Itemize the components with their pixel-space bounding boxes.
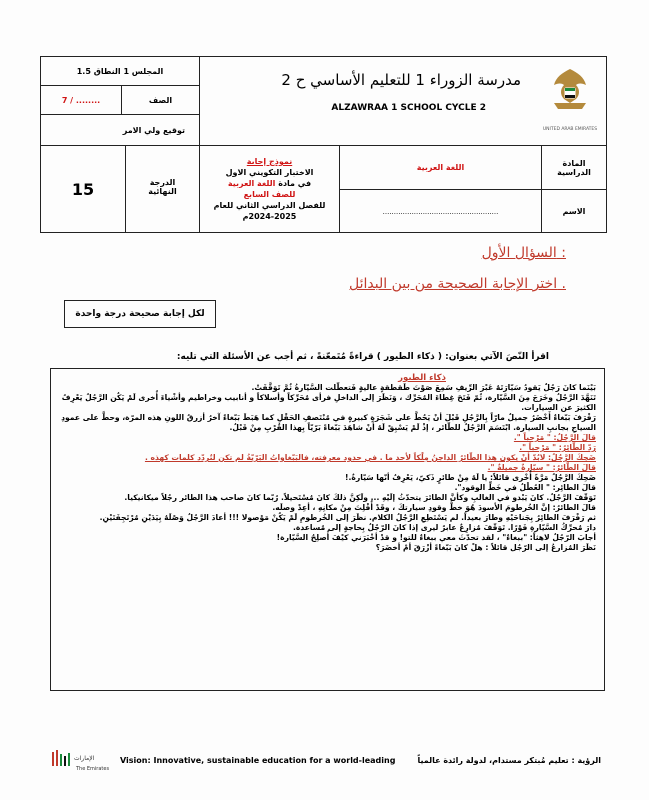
story-box [50,368,605,691]
guardian-signature-label: توقيع ولي الامر [122,125,185,135]
exam-info-cell [199,146,339,232]
story-line-7: تَوَقّفَ الرَّجُلُ. كانَ يَبْدو في الغالبِ وكأنَّ الطائرَ يتحدّثُ إلَيْهِ ... ولَكِنَّ ذلكَ كانَ مُسْتَحيلاً. رُبّما كانَ صاحب هذا الطائر رجُلاً ميكانيكيا. [124,493,596,502]
story-line-9: ثم رَفْرَفَ الطائِرُ بِجَناحَيْهِ وطارَ بعيداً. لم يَسْتَطِعِ الرَّجُلُ الكلام. نظَرَ إلى الخُرطومِ لَمْ يَكُنْ مَوْصولا !!! أعادَ الرَّجُلُ وَصْلَهُ بِيَدَيْنِ مُرْتَجِفَتَيْنِ. [99,513,596,522]
guardian-cell [41,115,199,145]
final-grade-label-cell [125,146,199,232]
subject-row [340,146,606,190]
subject-label: المادة الدراسية [557,158,591,177]
subject-value-cell [340,146,541,189]
story-line-10: دارَ مُحرِّكُ السَّيّارةِ فَوْرًا. تَوَقّفَ مُزارِعٌ عابرٌ ليرى إذا كانَ الرّجُلُ بِحاجةٍ إلى مُساعدة. [292,523,596,532]
exam-type: الاختبار التكويني الاول [225,168,314,177]
exam-grade-line [244,189,296,200]
name-label: الاسم [562,207,586,216]
subject-value: اللغة العربية [416,163,465,172]
council-text: المجلس 1 النطاق 1.5 [76,66,164,76]
name-value-cell[interactable] [340,190,541,233]
exam-subject: اللغة العربية [227,179,276,188]
grade-label-cell [122,86,199,114]
story-paragraph-3: رَفْرَفَ بَبّغاءٌ أَخْضَرُ جميلٌ مارّاً بِالرَّجُلِ قَبْلَ أنْ يَحُطَّ على شَجَرَةٍ كبيرةٍ في مُنْتَصفِ الحَقْلِ كما هَبَطَ بَبّغاءٌ آخرُ أزرقُ اللونِ هذه المرّة، وحطَّ على عمودِ السياجِ بجانبِ السيارة. ابْتَسَمَ الرَّجُلُ للطّائر ، إذْ لَمْ يَسْبِقْ لَهُ أنْ شاهَدَ بَبّغاءً بَرّيّاً بِهذا القُرْبِ مِنْ قَبْلُ. [61,413,596,432]
exam-term: للفصل الدراسي الثاني للعام [213,201,326,210]
exam-grade: للصف السابع [243,190,296,199]
question-instruction: اختر الإجابة الصحيحة من بين البدائل . [349,276,566,292]
header-table [40,56,607,233]
header-row-school [41,57,606,146]
story-line-11: أجابَ الرّجُلُ لاهثاً: "ببغاءٌ" ، لقد تحدّثَ معي ببغاءٌ للتو! و قدْ أخْبَرَني كيْفَ أُصلِحُ السَّيّارة! [276,533,596,542]
story-line-5: ضَحِكَ الرَّجُلُ مَرَّةً أُخْرى قائلاً: يا لَهُ مِنْ طائرٍ ذَكيّ، يَعْرِفُ أنّها سَيّارةٌ.! [345,473,596,482]
subject-label-cell [541,146,606,189]
school-name-cell [199,57,606,145]
header-row-exam [41,146,606,232]
story-line-8: قالَ الطائرُ: إنَّ الخُرطومَ الأسودَ هُوَ خطُّ وقودِ سيارتكَ ، وقَدْ أُفْلِتَ مِنْ مكانِهِ ، أعِدْ وصلَه. [272,503,596,512]
name-label-cell [541,190,606,233]
grading-note [64,300,216,328]
header-left-block [41,57,199,145]
exam-year: 2024-2025م [242,212,297,221]
vision-english: Vision: Innovative, sustainable education for a world-leading [120,756,396,765]
brand-label: The Emirates [76,766,110,772]
emblem-caption: UNITED ARAB EMIRATES [542,127,598,132]
grade-value-cell [41,86,122,114]
story-line-4: قالَ الطّائرُ: " سيّارةٌ جميلةٌ ". [487,463,596,472]
model-answer-label: نموذج إجابة [246,157,293,166]
vision-arabic: الرؤية : تعليم مُبتكر مستدام، لدولة رائدة عالمياً [417,756,601,765]
story-line-12: نَظَرَ المُزارعُ إلى الرّجُل قائلاً : هلْ كانَ بَبّغاءً أزْرَقَ أمْ أخضَرَ؟ [375,543,596,552]
story-line-6: قالَ الطائِر: " العُطْلُ في خَطِّ الوقود". [454,483,596,492]
name-row [340,190,606,233]
final-grade-value: 15 [71,179,95,199]
story-line-1: قالَ الرَّجُلُ: " مَرْحباً ". [513,433,596,442]
exam-subject-line [228,178,311,189]
svg-text:الإمارات: الإمارات [74,755,95,762]
story-paragraph-1: بَيْنَما كانَ رَجُلٌ يَقودُ سَيّارَتَهُ عَبْرَ الرِّيفِ سَمِعَ صَوْتَ طَقطقةٍ عاليةٍ فَتعطّلت السَّيّارةُ ثُمَّ تَوَقَّفَتْ. [251,383,596,392]
council-cell [41,57,199,86]
subject-name-block [339,146,606,232]
final-grade-value-cell [41,146,125,232]
grade-value: 7 / ........ [61,95,101,105]
grade-row [41,86,199,115]
question-title: السؤال الأول : [481,245,566,261]
grading-note-text: لكل إجابة صحيحة درجة واحدة [75,309,205,319]
uae-emblem-icon [544,63,596,125]
exam-subject-prefix: في مادة [278,179,312,188]
story-line-2: رَدّ الطّائِرُ: " مَرْحباً ". [519,443,596,452]
grade-label: الصف [148,95,173,105]
story-title: ذكاء الطيور [398,373,446,383]
school-name-ar: مدرسة الزوراء 1 للتعليم الأساسي ح 2 [281,71,521,89]
name-dots: .................................................... [382,207,499,216]
school-name-en: ALZAWRAA 1 SCHOOL CYCLE 2 [331,103,486,113]
story-paragraph-2: تَنَهَّدَ الرَّجُلُ وخَرَجَ مِنَ السَّيّارة، ثُمّ فَتَحَ غِطاءَ المُحَرِّك ، وَنَظَرَ إلى الداخلِ فرأى مُحَرِّكاً وأسلاكاً و أنابيب وخراطيم وأشْياءَ أُخرى لَمْ يَكُن الرَّجُلُ يَعْرِفُ الكثيرَ عن السيارات. [61,393,596,412]
story-line-3: ضَحِكَ الرَّجُلُ: لابُدّ أنْ يكون هذا الطّائرُ الداجنُ مِلْكاً لأحد ما . في حدود معرفته، فالبَبّغاواتُ البَرّيّةُ لم تكن لتُردّد كلمات كهذه . [144,453,596,462]
reading-instruction: اقرأ النّصَ الآتي بعنوان: ( ذكاء الطيور ) قراءةً مُتَمعّنةً ، ثم أجب عن الأسئلة التي تليه: [176,352,549,362]
final-grade-label: الدرجة النهائية [148,178,177,196]
